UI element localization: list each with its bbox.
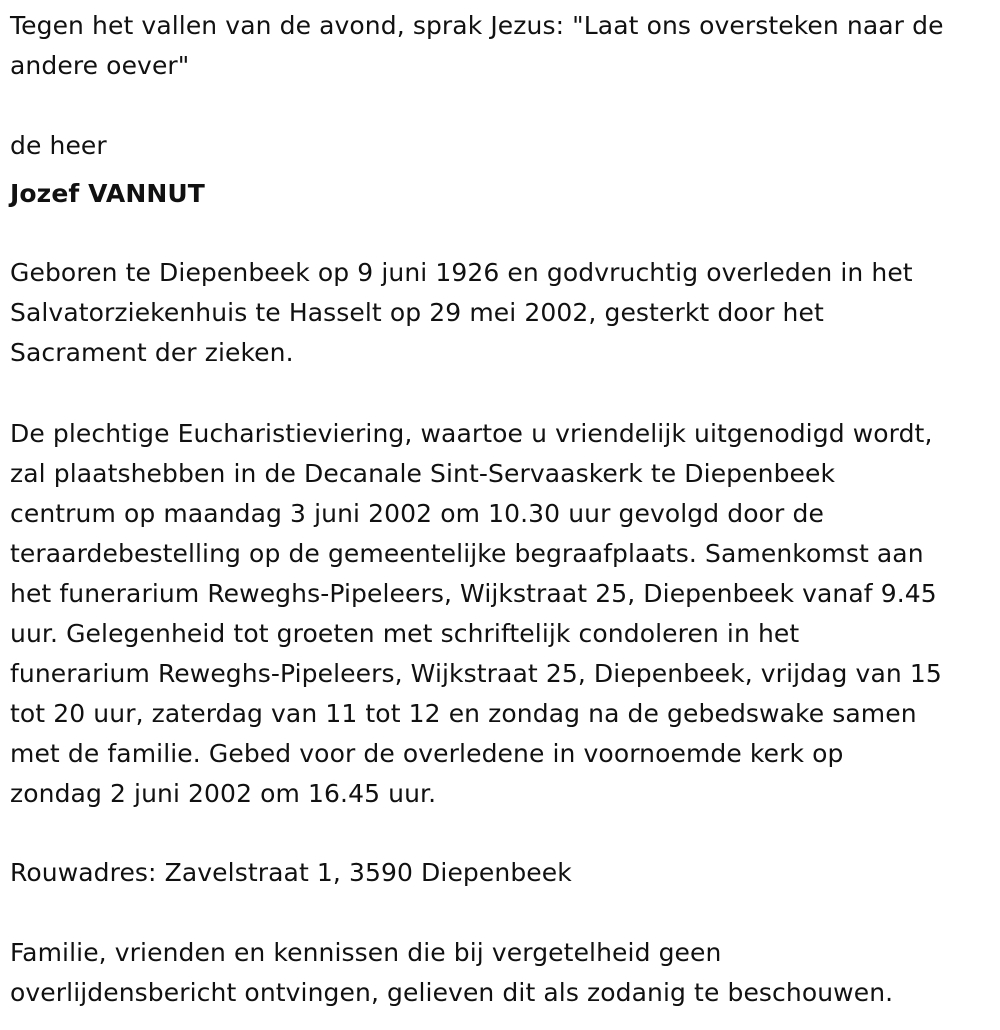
birth-death-line-3: Sacrament der zieken. bbox=[10, 338, 294, 367]
ceremony-line-9: met de familie. Gebed voor de overledene in voornoemde kerk op bbox=[10, 739, 844, 768]
ceremony-line-3: centrum op maandag 3 juni 2002 om 10.30 uur gevolgd door de bbox=[10, 499, 824, 528]
intro-line-1: Tegen het vallen van de avond, sprak Jezus: "Laat ons oversteken naar de bbox=[10, 11, 944, 40]
deceased-name: Jozef VANNUT bbox=[10, 179, 205, 208]
ceremony-line-1: De plechtige Eucharistieviering, waartoe u vriendelijk uitgenodigd wordt, bbox=[10, 419, 933, 448]
ceremony-line-7: funerarium Reweghs-Pipeleers, Wijkstraat 25, Diepenbeek, vrijdag van 15 bbox=[10, 659, 942, 688]
birth-death-line-2: Salvatorziekenhuis te Hasselt op 29 mei 2002, gesterkt door het bbox=[10, 298, 824, 327]
birth-death-line-1: Geboren te Diepenbeek op 9 juni 1926 en godvruchtig overleden in het bbox=[10, 258, 913, 287]
ceremony-line-5: het funerarium Reweghs-Pipeleers, Wijkstraat 25, Diepenbeek vanaf 9.45 bbox=[10, 579, 937, 608]
honorific: de heer bbox=[10, 131, 107, 160]
closing-line-2: overlijdensbericht ontvingen, gelieven dit als zodanig te beschouwen. bbox=[10, 978, 894, 1007]
ceremony-line-2: zal plaatshebben in de Decanale Sint-Servaaskerk te Diepenbeek bbox=[10, 459, 836, 488]
ceremony-line-6: uur. Gelegenheid tot groeten met schriftelijk condoleren in het bbox=[10, 619, 800, 648]
mourning-address: Rouwadres: Zavelstraat 1, 3590 Diepenbeek bbox=[10, 858, 572, 887]
ceremony-line-4: teraardebestelling op de gemeentelijke begraafplaats. Samenkomst aan bbox=[10, 539, 924, 568]
ceremony-line-8: tot 20 uur, zaterdag van 11 tot 12 en zondag na de gebedswake samen bbox=[10, 699, 917, 728]
intro-line-2: andere oever" bbox=[10, 51, 190, 80]
closing-line-1: Familie, vrienden en kennissen die bij vergetelheid geen bbox=[10, 938, 722, 967]
ceremony-line-10: zondag 2 juni 2002 om 16.45 uur. bbox=[10, 779, 437, 808]
